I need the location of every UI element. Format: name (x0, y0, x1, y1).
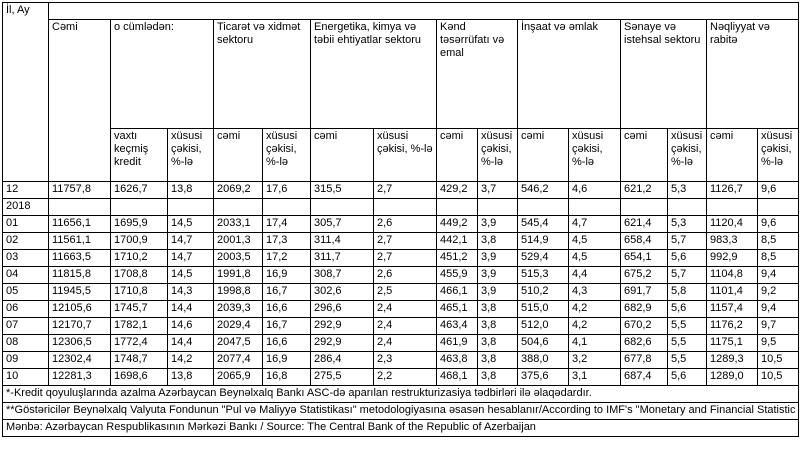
value-cell: 5,5 (668, 318, 707, 335)
value-cell: 654,1 (621, 250, 668, 267)
col-header-total: Cəmi (49, 20, 111, 182)
table-row (3, 284, 799, 301)
value-cell: 4,2 (569, 318, 621, 335)
value-cell: 545,4 (518, 216, 569, 233)
value-cell: 1289,3 (707, 352, 758, 369)
value-cell: 10,5 (758, 352, 799, 369)
value-cell: 455,9 (437, 267, 478, 284)
table-row (3, 267, 799, 284)
row-label-cell: 06 (3, 301, 49, 318)
value-cell: 17,4 (263, 216, 311, 233)
value-cell: 3,9 (478, 250, 518, 267)
row-label-cell: 04 (3, 267, 49, 284)
value-cell (374, 199, 437, 216)
value-cell: 1175,1 (707, 335, 758, 352)
value-cell: 466,1 (437, 284, 478, 301)
value-cell: 16,6 (263, 301, 311, 318)
value-cell: 3,8 (478, 318, 518, 335)
value-cell: 1782,1 (111, 318, 168, 335)
value-cell: 546,2 (518, 182, 569, 199)
value-cell: 9,5 (758, 335, 799, 352)
value-cell: 1698,6 (111, 369, 168, 386)
table-row (3, 233, 799, 250)
subheader-share-pct: xüsusi çəkisi, %-lə (263, 129, 311, 182)
value-cell: 8,5 (758, 233, 799, 250)
group-header-agriculture-processing: Kənd təsərrüfatı və emal (437, 20, 518, 129)
value-cell: 292,9 (311, 335, 374, 352)
value-cell: 12302,4 (49, 352, 111, 369)
value-cell: 3,8 (478, 233, 518, 250)
value-cell: 670,2 (621, 318, 668, 335)
value-cell: 11656,1 (49, 216, 111, 233)
value-cell: 4,7 (569, 216, 621, 233)
value-cell: 311,4 (311, 233, 374, 250)
value-cell: 14,7 (168, 233, 214, 250)
footnote-text: **Göstəricilər Beynəlxalq Valyuta Fondunun "Pul və Maliyyə Statistikası" metodologiyasına əsasən hesablanır/According to IMF's "Monetary and Financial Statistic (3, 403, 799, 420)
value-cell: 296,6 (311, 301, 374, 318)
value-cell (263, 199, 311, 216)
value-cell: 510,2 (518, 284, 569, 301)
footnote-text: *-Kredit qoyuluşlarında azalma Azərbaycan Beynəlxalq Bankı ASC-də aparılan restrukturizasiya tədbirləri ilə əlaqədardır. (3, 386, 799, 403)
header-row-top (3, 3, 799, 20)
value-cell: 3,9 (478, 284, 518, 301)
value-cell: 1626,7 (111, 182, 168, 199)
footnote-row (3, 420, 799, 437)
value-cell: 5,5 (668, 352, 707, 369)
value-cell: 2,4 (374, 301, 437, 318)
value-cell: 8,5 (758, 250, 799, 267)
value-cell: 1991,8 (214, 267, 263, 284)
value-cell: 2069,2 (214, 182, 263, 199)
value-cell (758, 199, 799, 216)
value-cell: 14,5 (168, 267, 214, 284)
value-cell: 16,6 (263, 335, 311, 352)
value-cell: 2,4 (374, 318, 437, 335)
value-cell: 2,7 (374, 233, 437, 250)
value-cell: 3,8 (478, 352, 518, 369)
value-cell: 2077,4 (214, 352, 263, 369)
value-cell: 16,9 (263, 267, 311, 284)
value-cell: 1176,2 (707, 318, 758, 335)
value-cell: 515,3 (518, 267, 569, 284)
table-row (3, 301, 799, 318)
subheader-share-pct: xüsusi çəkisi, %-lə (168, 129, 214, 182)
subheader-total: cəmi (437, 129, 478, 182)
value-cell (518, 199, 569, 216)
value-cell (707, 199, 758, 216)
value-cell: 621,2 (621, 182, 668, 199)
row-label-cell: 01 (3, 216, 49, 233)
value-cell (668, 199, 707, 216)
value-cell: 1998,8 (214, 284, 263, 301)
value-cell: 5,6 (668, 250, 707, 267)
subheader-total: cəmi (518, 129, 569, 182)
value-cell: 14,4 (168, 301, 214, 318)
group-header-transport-communication: Nəqliyyat və rabitə (707, 20, 799, 129)
value-cell (478, 199, 518, 216)
table-row (3, 352, 799, 369)
value-cell: 677,8 (621, 352, 668, 369)
row-label-cell: 09 (3, 352, 49, 369)
subheader-share-pct: xüsusi çəkisi, %-lə (758, 129, 799, 182)
value-cell: 691,7 (621, 284, 668, 301)
value-cell (569, 199, 621, 216)
value-cell: 315,5 (311, 182, 374, 199)
value-cell: 2,7 (374, 250, 437, 267)
value-cell: 2,6 (374, 216, 437, 233)
value-cell: 3,8 (478, 335, 518, 352)
value-cell: 449,2 (437, 216, 478, 233)
value-cell: 311,7 (311, 250, 374, 267)
value-cell: 13,8 (168, 182, 214, 199)
value-cell: 5,6 (668, 301, 707, 318)
value-cell: 9,4 (758, 301, 799, 318)
value-cell: 5,8 (668, 284, 707, 301)
value-cell: 1700,9 (111, 233, 168, 250)
value-cell: 992,9 (707, 250, 758, 267)
value-cell: 17,6 (263, 182, 311, 199)
footnote-row (3, 386, 799, 403)
value-cell: 3,9 (478, 267, 518, 284)
value-cell: 1745,7 (111, 301, 168, 318)
value-cell: 16,7 (263, 318, 311, 335)
value-cell: 2065,9 (214, 369, 263, 386)
value-cell: 388,0 (518, 352, 569, 369)
spreadsheet-page (0, 2, 803, 455)
table-row (3, 216, 799, 233)
value-cell: 4,6 (569, 182, 621, 199)
header-empty-cell (49, 3, 799, 20)
value-cell: 4,2 (569, 301, 621, 318)
value-cell: 1708,8 (111, 267, 168, 284)
value-cell: 504,6 (518, 335, 569, 352)
corner-cell-year-month: İl, Ay (3, 3, 49, 182)
value-cell: 2,2 (374, 369, 437, 386)
value-cell: 14,3 (168, 284, 214, 301)
group-header-trade-services: Ticarət və xidmət sektoru (214, 20, 311, 129)
value-cell: 465,1 (437, 301, 478, 318)
value-cell: 5,5 (668, 335, 707, 352)
header-row-subheaders (3, 129, 799, 182)
value-cell: 292,9 (311, 318, 374, 335)
value-cell: 461,9 (437, 335, 478, 352)
value-cell: 5,3 (668, 182, 707, 199)
value-cell: 3,9 (478, 216, 518, 233)
value-cell: 463,8 (437, 352, 478, 369)
value-cell: 658,4 (621, 233, 668, 250)
table-row (3, 369, 799, 386)
value-cell (49, 199, 111, 216)
value-cell: 2,6 (374, 267, 437, 284)
value-cell: 5,3 (668, 216, 707, 233)
footnote-row (3, 403, 799, 420)
row-label-cell: 2018 (3, 199, 49, 216)
row-label-cell: 12 (3, 182, 49, 199)
value-cell: 9,7 (758, 318, 799, 335)
value-cell: 2,5 (374, 284, 437, 301)
value-cell: 14,6 (168, 318, 214, 335)
value-cell: 2,7 (374, 182, 437, 199)
value-cell: 9,4 (758, 267, 799, 284)
subheader-total: cəmi (707, 129, 758, 182)
value-cell: 4,3 (569, 284, 621, 301)
value-cell: 4,4 (569, 267, 621, 284)
value-cell: 3,8 (478, 301, 518, 318)
row-label-cell: 08 (3, 335, 49, 352)
value-cell: 529,4 (518, 250, 569, 267)
value-cell: 1289,0 (707, 369, 758, 386)
subheader-share-pct: xüsusi çəkisi, %-lə (374, 129, 437, 182)
value-cell: 687,4 (621, 369, 668, 386)
value-cell: 451,2 (437, 250, 478, 267)
table-row (3, 199, 799, 216)
header-row-groups (3, 20, 799, 129)
value-cell: 1772,4 (111, 335, 168, 352)
value-cell: 1710,8 (111, 284, 168, 301)
table-row (3, 250, 799, 267)
value-cell (111, 199, 168, 216)
value-cell: 12170,7 (49, 318, 111, 335)
value-cell: 10,5 (758, 369, 799, 386)
value-cell: 1748,7 (111, 352, 168, 369)
value-cell: 4,5 (569, 250, 621, 267)
subheader-total: cəmi (621, 129, 668, 182)
value-cell: 983,3 (707, 233, 758, 250)
value-cell: 4,5 (569, 233, 621, 250)
value-cell: 9,6 (758, 182, 799, 199)
value-cell: 275,5 (311, 369, 374, 386)
value-cell (214, 199, 263, 216)
value-cell: 375,6 (518, 369, 569, 386)
value-cell: 463,4 (437, 318, 478, 335)
value-cell: 17,2 (263, 250, 311, 267)
group-header-energy-chemistry: Energetika, kimya və təbii ehtiyatlar sektoru (311, 20, 437, 129)
value-cell (311, 199, 374, 216)
value-cell: 14,5 (168, 216, 214, 233)
value-cell: 305,7 (311, 216, 374, 233)
value-cell: 682,9 (621, 301, 668, 318)
value-cell: 2039,3 (214, 301, 263, 318)
table-row (3, 182, 799, 199)
value-cell: 302,6 (311, 284, 374, 301)
value-cell: 1120,4 (707, 216, 758, 233)
value-cell: 9,6 (758, 216, 799, 233)
value-cell: 5,7 (668, 267, 707, 284)
value-cell: 14,7 (168, 250, 214, 267)
value-cell: 2001,3 (214, 233, 263, 250)
value-cell: 2,3 (374, 352, 437, 369)
table-row (3, 335, 799, 352)
table-body (3, 182, 799, 437)
value-cell: 11757,8 (49, 182, 111, 199)
value-cell: 468,1 (437, 369, 478, 386)
value-cell: 14,4 (168, 335, 214, 352)
value-cell: 14,2 (168, 352, 214, 369)
value-cell: 1157,4 (707, 301, 758, 318)
value-cell: 286,4 (311, 352, 374, 369)
value-cell: 2,4 (374, 335, 437, 352)
value-cell: 2003,5 (214, 250, 263, 267)
credit-statistics-table (2, 2, 799, 437)
value-cell: 12306,5 (49, 335, 111, 352)
value-cell: 1126,7 (707, 182, 758, 199)
value-cell: 4,1 (569, 335, 621, 352)
subheader-total: cəmi (311, 129, 374, 182)
subheader-total: cəmi (214, 129, 263, 182)
value-cell: 1104,8 (707, 267, 758, 284)
value-cell: 3,8 (478, 369, 518, 386)
value-cell: 512,0 (518, 318, 569, 335)
value-cell: 3,1 (569, 369, 621, 386)
group-header-including: o cümlədən: (111, 20, 214, 129)
value-cell: 1710,2 (111, 250, 168, 267)
footnote-text: Mənbə: Azərbaycan Respublikasının Mərkəzi Bankı / Source: The Central Bank of the Republic of Azerbaijan (3, 420, 799, 437)
value-cell: 3,7 (478, 182, 518, 199)
value-cell (168, 199, 214, 216)
value-cell: 16,9 (263, 352, 311, 369)
value-cell: 16,7 (263, 284, 311, 301)
subheader-overdue-credit: vaxtı keçmiş kredit (111, 129, 168, 182)
row-label-cell: 10 (3, 369, 49, 386)
row-label-cell: 02 (3, 233, 49, 250)
value-cell: 429,2 (437, 182, 478, 199)
value-cell: 12281,3 (49, 369, 111, 386)
value-cell: 9,2 (758, 284, 799, 301)
value-cell (437, 199, 478, 216)
row-label-cell: 03 (3, 250, 49, 267)
value-cell: 16,8 (263, 369, 311, 386)
subheader-share-pct: xüsusi çəkisi, %-lə (478, 129, 518, 182)
table-row (3, 318, 799, 335)
value-cell: 12105,6 (49, 301, 111, 318)
value-cell: 514,9 (518, 233, 569, 250)
table-header (3, 3, 799, 182)
group-header-industry-production: Sənaye və istehsal sektoru (621, 20, 707, 129)
value-cell: 1695,9 (111, 216, 168, 233)
value-cell: 2047,5 (214, 335, 263, 352)
value-cell: 2033,1 (214, 216, 263, 233)
value-cell: 3,2 (569, 352, 621, 369)
value-cell: 5,6 (668, 369, 707, 386)
value-cell: 308,7 (311, 267, 374, 284)
value-cell: 1101,4 (707, 284, 758, 301)
row-label-cell: 05 (3, 284, 49, 301)
value-cell: 515,0 (518, 301, 569, 318)
row-label-cell: 07 (3, 318, 49, 335)
value-cell: 621,4 (621, 216, 668, 233)
value-cell: 11945,5 (49, 284, 111, 301)
value-cell: 13,8 (168, 369, 214, 386)
value-cell: 5,7 (668, 233, 707, 250)
value-cell: 11561,1 (49, 233, 111, 250)
value-cell: 682,6 (621, 335, 668, 352)
value-cell (621, 199, 668, 216)
value-cell: 11815,8 (49, 267, 111, 284)
value-cell: 17,3 (263, 233, 311, 250)
group-header-construction-property: İnşaat və əmlak (518, 20, 621, 129)
subheader-share-pct: xüsusi çəkisi, %-lə (569, 129, 621, 182)
value-cell: 11663,5 (49, 250, 111, 267)
value-cell: 675,2 (621, 267, 668, 284)
value-cell: 2029,4 (214, 318, 263, 335)
subheader-share-pct: xüsusi çəkisi, %-lə (668, 129, 707, 182)
value-cell: 442,1 (437, 233, 478, 250)
